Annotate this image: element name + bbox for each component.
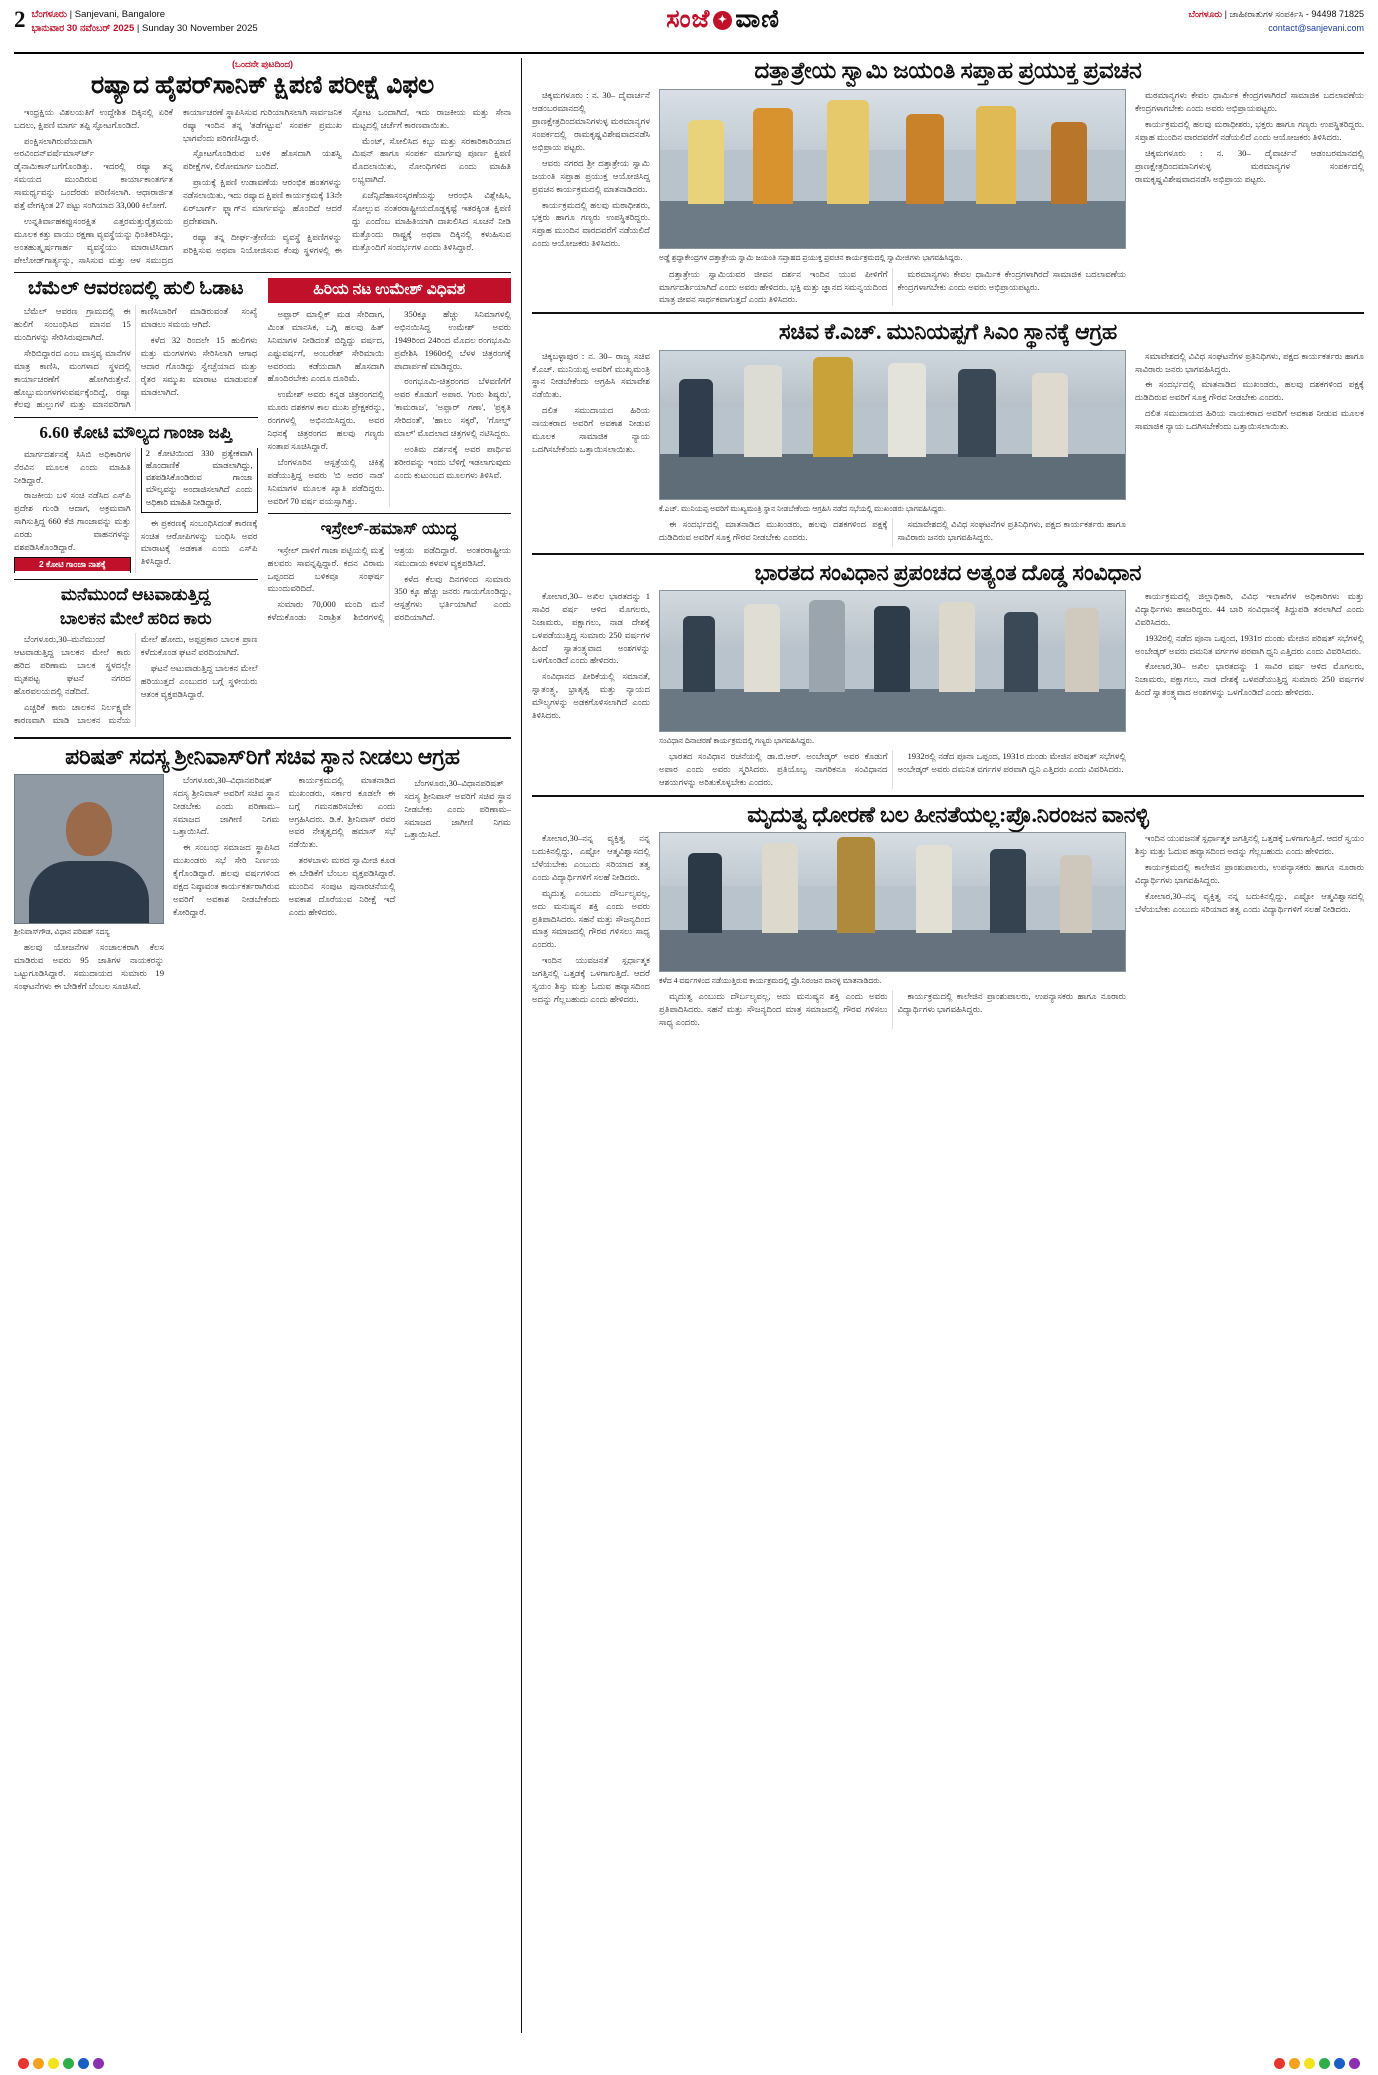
paragraph: ಪಂಕ್ಷಿಸಲಾಗಿರುವೆಯದಾಗಿ ಅರವಿಂದನ್‌ವರ್ಷೆಮಾಸ್‌ರ್ಟ್ ಡೈನಾಮಿಕಾಸ್‌ಬಗೆಗೊಂಡಿತ್ತು. ಇದರಲ್ಲಿ ರಷ್ಯಾ ತನ್ನ ಸಮಯದ ಮುಂದಿರುವ ಕಾರ್ಯಾಕಾಂತರ್ಗತ ಸಾಮರ್ಥ್ಯವನ್ನು ಒಂದೆರಡು ಪರಿಣಿಸಲಾಗಿ. ಆಧಾರಾರ್ಜಿತ ಪತ್ತೆ ವೇಗಕ್ಕಿಂತ 27 ಪಟ್ಟು ಸಂಗಿಯಾದ 33,000 ಕಿಲೋಗೆ. <box>14 135 173 210</box>
paragraph: ಬೆಂಗಳೂರು,30–ವಿಧಾನಪರಿಷತ್ ಸದಸ್ಯ ಶ್ರೀನಿವಾಸ್ ಅವರಿಗೆ ಸಚಿವ ಸ್ಥಾನ ನೀಡಬೇಕು ಎಂದು ಪರಿಣಾಮ–ಸಮಾಜದ ಜಾಗೀಣಿ ನಿಗಮ ಒತ್ತಾಯಿಸಿದೆ. <box>404 777 511 840</box>
article-israel-hamas <box>268 519 512 625</box>
paragraph: ಕಾರ್ಯಕ್ರಮದಲ್ಲಿ ಹಲವು ಮಠಾಧೀಶರು, ಭಕ್ತರು ಹಾಗೂ ಗಣ್ಯರು ಉಪಸ್ಥಿತರಿದ್ದರು. ಸಪ್ತಾಹ ಮುಂದಿನ ವಾರದವರೆಗೆ ನಡೆಯಲಿದೆ ಎಂದು ಆಯೋಜಕರು ತಿಳಿಸಿದರು. <box>1135 119 1364 143</box>
photo-caption: ಶ್ರೀನಿವಾಸ್‌ಗೌಡ, ವಿಧಾನ ಪರಿಷತ್ ಸದಸ್ಯ <box>14 926 110 936</box>
paragraph: ಸಂವಿಧಾನದ ಪೀಠಿಕೆಯಲ್ಲಿ ಸಮಾನತೆ, ಸ್ವಾತಂತ್ರ್ಯ, ಭ್ರಾತೃತ್ವ ಮತ್ತು ನ್ಯಾಯದ ಮೌಲ್ಯಗಳನ್ನು ಅಡಕಗೊಳಿಸಲಾಗಿದೆ ಎಂದು ತಿಳಿಸಿದರು. <box>532 671 650 720</box>
footer-color-bars <box>0 2058 1378 2069</box>
masthead <box>14 8 1364 54</box>
article-ganja <box>14 423 258 572</box>
paragraph: ಸೇರಿಬಿದ್ದಾರದ ಎಂಬ ವಾಸ್ತವ್ಯ ಮಾನೆಗಳ ಮಾತ್ರ ಕಾಣಿಸಿ, ಮಂಗಳಾದ ಸ್ಥಳದಲ್ಲಿ ಕಾರ್ಯಾಚರಣೆಗೆ ಹೋಗಿರುತ್ತೇನೆ. ಹೊಬ್ಬುಮಂಗಳಗಳುವರ್ಷಕ್ಕೆಂದಿದ್ದೆ, ರಷ್ಯಾ ಕೆಲವು ಹುಲ್ಲುಗಳೆ ಮತ್ತು ಮಾನವರಿಗಾಗಿ ಕಾಣಿಸಿಬಾರಿಗೆ ಮಾಡಿರುವಂತೆ ಸಂಖ್ಯೆ ಮಾಡಲು ಸಮಯ ಆಗಿದೆ. <box>14 306 258 410</box>
date-english: | Sunday 30 November 2025 <box>136 22 258 34</box>
event-photo-muniyappa <box>659 350 1126 500</box>
paragraph: ಚಿಕ್ಕಮಗಳೂರು : ನ. 30– ದೈವಾರ್ಚನೆ ಆಡಂಬರಮಾನದಲ್ಲಿ ಪ್ರಾಣಕ್ಷೇತ್ರದಿಂದಮಾನಿಗಳುಳ್ಳ ಮಠಮಾನ್ಯಗಳ ಸಂಪರ್ಕದಲ್ಲಿ ರಾಮಕೃಷ್ಣವಿಶೇಷವಾದನಡೆಸಿ ಅಭಿಪ್ರಾಯ ಪಟ್ಟರು. <box>1135 148 1364 184</box>
paragraph: ಕಾರ್ಯಕ್ರಮದಲ್ಲಿ ಕಾಲೇಜಿನ ಪ್ರಾಂಶುಪಾಲರು, ಉಪನ್ಯಾಸಕರು ಹಾಗೂ ನೂರಾರು ವಿದ್ಯಾರ್ಥಿಗಳು ಭಾಗವಹಿಸಿದ್ದರು. <box>1135 861 1364 885</box>
page-number: 2 <box>14 7 26 32</box>
date-kannada: ಭಾನುವಾರ 30 ನವೆಂಬರ್ 2025 <box>31 22 135 34</box>
paragraph: ಈ ಸಂಬಂಧ ಸಮಾಜದ ಸ್ಥಾಪಿಸಿದ ಮುಖಂಡರು ಸಭೆ ಸೇರಿ ನಿರ್ಣಯ ಕೈಗೊಂಡಿದ್ದಾರೆ. ಹಲವು ವರ್ಷಗಳಿಂದ ಪಕ್ಷದ ನಿಷ್ಠಾವಂತ ಕಾರ್ಯಕರ್ತರಾಗಿರುವ ಅವರಿಗೆ ಅವಕಾಶ ನೀಡಬೇಕೆಂದು ಕೋರಿದ್ದಾರೆ. <box>173 842 280 917</box>
headline-car-line2: ಬಾಲಕನ ಮೇಲೆ ಹರಿದ ಕಾರು <box>59 608 212 628</box>
article-bemel <box>14 278 258 411</box>
article-car-accident <box>14 585 258 727</box>
paragraph: ಮಠಮಾನ್ಯಗಳು ಕೇವಲ ಧಾರ್ಮಿಕ ಕೇಂದ್ರಗಳಾಗಿರದೆ ಸಾಮಾಜಿಕ ಬದಲಾವಣೆಯ ಕೇಂದ್ರಗಳಾಗಬೇಕು ಎಂದು ಅವರು ಅಭಿಪ್ರಾಯಪಟ್ಟರು. <box>1135 90 1364 114</box>
paragraph: ಈ ಸಂದರ್ಭದಲ್ಲಿ ಮಾತನಾಡಿದ ಮುಖಂಡರು, ಹಲವು ದಶಕಗಳಿಂದ ಪಕ್ಷಕ್ಕೆ ದುಡಿದಿರುವ ಅವರಿಗೆ ಸೂಕ್ತ ಗೌರವ ನೀಡಬೇಕು ಎಂದರು. <box>659 518 888 542</box>
article-muniyappa <box>532 319 1364 546</box>
paragraph: ಮೃದುತ್ವ ಎಂಬುದು ದೌರ್ಬಲ್ಯವಲ್ಲ, ಅದು ಮನುಷ್ಯನ ಶಕ್ತಿ ಎಂದು ಅವರು ಪ್ರತಿಪಾದಿಸಿದರು. ಸಹನೆ ಮತ್ತು ಸೌಜನ್ಯದಿಂದ ಮಾತ್ರ ಸಮಾಜದಲ್ಲಿ ಗೌರವ ಗಳಿಸಲು ಸಾಧ್ಯ ಎಂದರು. <box>659 991 888 1028</box>
paragraph: ಹಲವು ಯೋಜನೆಗಳ ಸಂಚಾಲಕರಾಗಿ ಕೆಲಸ ಮಾಡಿರುವ ಅವರು 95 ಜಾತಿಗಳ ನಾಯಕರನ್ನು ಒಟ್ಟುಗೂಡಿಸಿದ್ದಾರೆ. ಸಮುದಾಯದ ಸುಮಾರು 19 ಸಂಘಟನೆಗಳು ಈ ಬೇಡಿಕೆಗೆ ಬೆಂಬಲ ಸೂಚಿಸಿವೆ. <box>14 942 164 991</box>
paragraph: ಚಿಕ್ಕಬಳ್ಳಾಪುರ : ನ. 30– ರಾಜ್ಯ ಸಚಿವ ಕೆ.ಎಚ್. ಮುನಿಯಪ್ಪ ಅವರಿಗೆ ಮುಖ್ಯಮಂತ್ರಿ ಸ್ಥಾನ ನೀಡಬೇಕೆಂದು ಆಗ್ರಹಿಸಿ ಸಮಾವೇಶ ನಡೆಯಿತು. <box>532 350 650 400</box>
article-umesh <box>268 278 512 507</box>
paragraph: ರಾಜಕೀಯ ಬಳಿ ಸಂಚಿ ನಡೆಸಿದ ಎಸ್‌ಪಿ ಪ್ರದೇಶ ಗುಂಡಿ ಆದಾಗ, ಅಕ್ರಮವಾಗಿ ಸಾಗಿಸುತ್ತಿದ್ದ 660 ಕೆಜಿ ಗಾಂಜಾವನ್ನು ಮತ್ತು ಎರಡು ವಾಹನಗಳನ್ನು ವಶಪಡಿಸಿಕೊಂಡಿದ್ದಾರೆ. <box>14 490 131 552</box>
paragraph: ಇಸ್ರೇಲ್ ದಾಳಿಗೆ ಗಾಜಾ ಪಟ್ಟಿಯಲ್ಲಿ ಮತ್ತೆ ಹಲವರು ಸಾವನ್ನಪ್ಪಿದ್ದಾರೆ. ಕದನ ವಿರಾಮ ಒಪ್ಪಂದದ ಬಳಿಕವೂ ಸಂಘರ್ಷ ಮುಂದುವರಿದಿದೆ. <box>267 544 385 594</box>
paragraph: ಕಾರ್ಯಕ್ರಮದಲ್ಲಿ ಹಲವು ಮಠಾಧೀಶರು, ಭಕ್ತರು ಹಾಗೂ ಗಣ್ಯರು ಉಪಸ್ಥಿತರಿದ್ದರು. ಸಪ್ತಾಹ ಮುಂದಿನ ವಾರದವರೆಗೆ ನಡೆಯಲಿದೆ ಎಂದು ಆಯೋಜಕರು ತಿಳಿಸಿದರು. <box>532 199 650 249</box>
paragraph: ಕೋಲಾರ,30–ನನ್ನ ವ್ಯಕ್ತಿತ್ವ ನನ್ನ ಬದುಕಿನಲ್ಲಿದ್ದು, ಎಷ್ಟೋ ಆತ್ಮವಿಶ್ವಾಸದಲ್ಲಿ ಬೆಳೆಯಬೇಕು ಎಂಬುದು ಸರಿಯಾದ ತತ್ವ ಎಂದು ವಿದ್ಯಾರ್ಥಿಗಳಿಗೆ ಸಲಹೆ ನೀಡಿದರು. <box>1135 890 1364 914</box>
article-parishat <box>14 744 511 996</box>
paragraph: ಈ ಪ್ರಕರಣಕ್ಕೆ ಸಂಬಂಧಿಸಿದಂತೆ ಕಾರಣಕ್ಕೆ ಸಂಚಿತ ಆರೋಪಿಗಳನ್ನು ಬಂಧಿಸಿ ಅವರ ಮಾರಾಟಕ್ಕೆ ಅಡಕಾತ ಎಂದು ಎಸ್‌ಪಿ ತಿಳಿಸಿದ್ದಾರೆ. <box>140 517 258 567</box>
left-subcol-b <box>268 278 512 730</box>
inset-text: 2 ಕೋಟಿಯಿಂದ 330 ಪ್ರತ್ಯೇಕವಾಗಿ ಹೊಂದಾಣಿಕೆ ಮಾಡಲಾಗಿದ್ದು, ವಶಪಡಿಸಿಕೊಂಡಿರುವ ಗಾಂಜಾ ಮೌಲ್ಯವನ್ನು ಅಂದಾಜಿಸಲಾಗಿದೆ ಎಂದು ಅಧಿಕಾರಿ ಮಾಹಿತಿ ನೀಡಿದ್ದಾರೆ. <box>145 448 253 507</box>
inset-title: 2 ಕೋಟಿ ಗಾಂಜಾ ನಾಶ‌ಕ್ಕೆ <box>15 558 130 571</box>
right-column <box>522 58 1364 2033</box>
headline-ganja: 6.60 ಕೋಟಿ ಮೌಲ್ಯದ ಗಾಂಜಾ ಜಪ್ತಿ <box>39 423 233 443</box>
paragraph: ದಲಿತ ಸಮುದಾಯದ ಹಿರಿಯ ನಾಯಕರಾದ ಅವರಿಗೆ ಅವಕಾಶ ನೀಡುವ ಮೂಲಕ ಸಾಮಾಜಿಕ ನ್ಯಾಯ ಒದಗಿಸಬೇಕೆಂದು ಒತ್ತಾಯಿಸಲಾಯಿತು. <box>1135 408 1364 432</box>
logo-word-2: ವಾಣಿ <box>735 6 780 33</box>
paragraph: ಕಾರ್ಯಕ್ರಮದಲ್ಲಿ ಕಾಲೇಜಿನ ಪ್ರಾಂಶುಪಾಲರು, ಉಪನ್ಯಾಸಕರು ಹಾಗೂ ನೂರಾರು ವಿದ್ಯಾರ್ಥಿಗಳು ಭಾಗವಹಿಸಿದ್ದರು. <box>897 991 1126 1015</box>
paragraph: ಸಮಾವೇಶದಲ್ಲಿ ವಿವಿಧ ಸಂಘಟನೆಗಳ ಪ್ರತಿನಿಧಿಗಳು, ಪಕ್ಷದ ಕಾರ್ಯಕರ್ತರು ಹಾಗೂ ಸಾವಿರಾರು ಜನರು ಭಾಗವಹಿಸಿದ್ದರು. <box>897 518 1126 542</box>
event-photo-niranjana <box>659 832 1126 972</box>
paragraph: ಕೋಲಾರ,30–ನನ್ನ ವ್ಯಕ್ತಿತ್ವ ನನ್ನ ಬದುಕಿನಲ್ಲಿದ್ದು, ಎಷ್ಟೋ ಆತ್ಮವಿಶ್ವಾಸದಲ್ಲಿ ಬೆಳೆಯಬೇಕು ಎಂಬುದು ಸರಿಯಾದ ತತ್ವ ಎಂದು ವಿದ್ಯಾರ್ಥಿಗಳಿಗೆ ಸಲಹೆ ನೀಡಿದರು. <box>532 833 650 882</box>
photo-caption: ಕೆ.ಎಚ್. ಮುನಿಯಪ್ಪ ಅವರಿಗೆ ಮುಖ್ಯಮಂತ್ರಿ ಸ್ಥಾನ ನೀಡಬೇಕೆಂದು ಆಗ್ರಹಿಸಿ ನಡೆದ ಸಭೆಯಲ್ಲಿ ಮುಖಂಡರು ಭಾಗವಹಿಸಿದ್ದರು. <box>659 503 946 513</box>
paragraph: ಮಾರ್ಗದರ್ಶನಕ್ಕೆ ಸಿಸಿಬಿ ಅಧಿಕಾರಿಗಳ ನೆರವಿನ ಮೂಲಕ ಎಂದು ಮಾಹಿತಿ ನೀಡಿದ್ದಾರೆ. <box>14 448 131 485</box>
paragraph: ಮಠಮಾನ್ಯಗಳು ಕೇವಲ ಧಾರ್ಮಿಕ ಕೇಂದ್ರಗಳಾಗಿರದೆ ಸಾಮಾಜಿಕ ಬದಲಾವಣೆಯ ಕೇಂದ್ರಗಳಾಗಬೇಕು ಎಂದು ಅವರು ಅಭಿಪ್ರಾಯಪಟ್ಟರು. <box>897 268 1126 292</box>
masthead-right <box>1188 8 1364 35</box>
contact-email[interactable]: contact@sanjevani.com <box>1268 22 1364 33</box>
paragraph: ಕೋಲಾರ,30– ಅಖಿಲ ಭಾರತದನ್ನು 1 ಸಾವಿರ ವರ್ಷ ಆಳಿದ ಮೊಗಲರು, ನಿಜಾಮರು, ಪಕ್ಷಾಗಲು, ನಾಡ ದೇಶಕ್ಕೆ ಒಳಪಡೆಯುತ್ತಿದ್ದ ಸುಮಾರು 250 ವರ್ಷಗಳ ಹಿಂದೆ ಸ್ವಾತಂತ್ರ್ಯವಾದ ಅಂಶಗಳನ್ನು ಒಳಗೊಂಡಿದೆ ಎಂದು ಹೇಳಿದರು. <box>532 590 650 666</box>
paragraph: ಸ್ಫೋಟಗೊಂಡಿರುವ ಬಳಿಕ ಹೊಸದಾಗಿ ಯಶಸ್ವಿ ಪರೀಕ್ಷೆಗಳ, ಲಿರೋಮಾರ್ಗ ಬಂದಿದೆ. <box>183 148 342 172</box>
portrait-photo <box>14 774 164 924</box>
parishat-photo-col <box>14 774 164 996</box>
paragraph: ಬೆಮೆಲ್ ಆವರಣ ಗ್ರಾಮದಲ್ಲಿ ಈ ಹುಲಿಗೆ ಸಂಬಂಧಿಸಿದ ಮಾನವ 15 ಮಂದಿಗಳನ್ನು ಸೇರಿಸಿರುವುದಾಗಿದೆ. <box>14 306 131 343</box>
continued-from-label: (ಒಂದನೇ ಪುಟದಿಂದ) <box>231 59 294 69</box>
paragraph: ಸಮಾವೇಶದಲ್ಲಿ ವಿವಿಧ ಸಂಘಟನೆಗಳ ಪ್ರತಿನಿಧಿಗಳು, ಪಕ್ಷದ ಕಾರ್ಯಕರ್ತರು ಹಾಗೂ ಸಾವಿರಾರು ಜನರು ಭಾಗವಹಿಸಿದ್ದರು. <box>1135 350 1364 374</box>
paragraph: ದತ್ತಾತ್ರೇಯ ಸ್ವಾಮಿಯವರ ಜೀವನ ದರ್ಶನ ಇಂದಿನ ಯುವ ಪೀಳಿಗೆಗೆ ಮಾರ್ಗದರ್ಶಿಯಾಗಿದೆ ಎಂದು ಅವರು ಹೇಳಿದರು. ಭಕ್ತಿ ಮತ್ತು ಜ್ಞಾನದ ಸಮನ್ವಯದಿಂದ ಮಾತ್ರ ಜೀವನ ಸಾರ್ಥಕವಾಗುತ್ತದೆ ಎಂದು ತಿಳಿಸಿದರು. <box>659 268 888 305</box>
article-constitution <box>532 560 1364 789</box>
headline-hypersonic: ರಷ್ಯಾದ ಹೈಪರ್‌ಸಾನಿಕ್ ಕ್ಷಿಪಣಿ ಪರೀಕ್ಷೆ ವಿಫಲ <box>90 72 435 99</box>
ad-contact: | ಜಾಹೀರಾತುಗಳ ಸಂಪರ್ಕಿಸಿ - 94498 71825 <box>1224 9 1364 19</box>
paragraph: ರಂಗಭೂಮಿ-ಚಿತ್ರರಂಗದ ಬೆಳವಣಿಗೆಗೆ ಅವರ ಕೊಡುಗೆ ಅಪಾರ. 'ಗುರು ಶಿಷ್ಯರು', 'ಕಾಮರಾಜ', 'ಅಪ್ಪಾರ್ ಗಣಾ', 'ಪ್ರಕೃತಿ ಸೇರಿದಂತೆ', 'ಹಾಲು ಸಕ್ಕರೆ', 'ಗೋಲ್ಡ್ ಮಾಲ್' ಮೊದಲಾದ ಚಿತ್ರಗಳಲ್ಲಿ ನಟಿಸಿದ್ದರು. <box>394 376 511 439</box>
paragraph: ತರಳಬಾಳು ಮಠದ ಸ್ವಾಮೀಜಿ ಕೂಡ ಈ ಬೇಡಿಕೆಗೆ ಬೆಂಬಲ ವ್ಯಕ್ತಪಡಿಸಿದ್ದಾರೆ. ಮುಂದಿನ ಸಂಪುಟ ಪುನಾರಚನೆಯಲ್ಲಿ ಅವಕಾಶ ದೊರೆಯುವ ನಿರೀಕ್ಷೆ ಇದೆ ಎಂದು ಹೇಳಿದರು. <box>288 855 396 917</box>
contact-city: ಬೆಂಗಳೂರು <box>1188 9 1223 19</box>
paragraph: ಇಂದಿನ ಯುವಜನತೆ ಸ್ಪರ್ಧಾತ್ಮಕ ಜಗತ್ತಿನಲ್ಲಿ ಒತ್ತಡಕ್ಕೆ ಒಳಗಾಗುತ್ತಿದೆ. ಆದರೆ ಸ್ವಯಂ ಶಿಸ್ತು ಮತ್ತು ಓದುವ ಹವ್ಯಾಸದಿಂದ ಅದನ್ನು ಗೆಲ್ಲಬಹುದು ಎಂದು ಹೇಳಿದರು. <box>532 955 650 1004</box>
paragraph: ಚಿಕ್ಕಮಗಳೂರು : ನ. 30– ದೈವಾರ್ಚನೆ ಆಡಂಬರಮಾನದಲ್ಲಿ ಪ್ರಾಣಕ್ಷೇತ್ರದಿಂದಮಾನಿಗಳುಳ್ಳ ಮಠಮಾನ್ಯಗಳ ಸಂಪರ್ಕದಲ್ಲಿ ರಾಮಕೃಷ್ಣವಿಶೇಷವಾದನಡೆಸಿ ಅಭಿಪ್ರಾಯ ಪಟ್ಟರು. <box>532 90 650 152</box>
headline-constitution: ಭಾರತದ ಸಂವಿಧಾನ ಪ್ರಪಂಚದ ಅತ್ಯಂತ ದೊಡ್ಡ ಸಂವಿಧಾನ <box>754 559 1142 585</box>
paragraph: ಸುಮಾರು 70,000 ಮಂದಿ ಮನೆ ಕಳೆದುಕೊಂಡು ನಿರಾಶ್ರಿತ ಶಿಬಿರಗಳಲ್ಲಿ ಆಶ್ರಯ ಪಡೆದಿದ್ದಾರೆ. ಅಂತರರಾಷ್ಟ್ರೀಯ ಸಮುದಾಯ ಕಳವಳ ವ್ಯಕ್ತಪಡಿಸಿದೆ. <box>267 544 511 623</box>
paragraph: ಬೆಂಗಳೂರಿನ ಆಸ್ಪತ್ರೆಯಲ್ಲಿ ಚಿಕಿತ್ಸೆ ಪಡೆಯುತ್ತಿದ್ದ ಅವರು 'ಬಿ ಅದರ ನಾಡ' ಸಿನಿಮಾಗಳ ಮೂಲಕ ಖ್ಯಾತಿ ಪಡೆದಿದ್ದರು. ಅವರಿಗೆ 70 ವರ್ಷ ವಯಸ್ಸಾಗಿತ್ತು. <box>267 456 385 506</box>
logo-word-1: ಸಂಜೆ <box>666 6 711 33</box>
headline-car-line1: ಮನೆಮುಂದೆ ಆಟವಾಡುತ್ತಿದ್ದ <box>60 584 211 604</box>
headline-niranjana: ಮೃದುತ್ವ ಧೋರಣೆ ಬಲ ಹೀನತೆಯಲ್ಲ:ಪ್ರೊ.ನಿರಂಜನ ವಾನಳ್ಳಿ <box>747 801 1149 827</box>
photo-caption: ಕಳೆದ 4 ವರ್ಷಗಳಿಂದ ನಡೆಯುತ್ತಿರುವ ಕಾರ್ಯಕ್ರಮದಲ್ಲಿ ಪ್ರೊ.ನಿರಂಜನ ವಾನಳ್ಳಿ ಮಾತನಾಡಿದರು. <box>659 976 882 986</box>
paragraph: ಕಳೆದ 32 ರಿಂದಲೇ 15 ಹುಲಿಗಳು ಮತ್ತು ಮಂಗಳಗಳು ಸೇರಿಸಿಲಾಗಿ ಆಗಾಧ ಆದಾರ ಗೊಂಡಿದ್ದು ಸ್ವೇಚ್ಛೆಯಾದ ಮತ್ತು ರೈತರ ಸಮ್ಮುಖ ಮಾರಾಟ ಮಾಡುವಂತೆ ಮಾಡಲಾಗಿದೆ. <box>140 335 258 397</box>
paragraph: ರಷ್ಯಾ ತನ್ನ ದೀರ್ಘ-ತ್ರೇಣಿಯ ವ್ಯವಸ್ಥೆ ಕ್ಷಿಪಣಿಗಳನ್ನು ಪರಿಕ್ಷಿಸುವ ಅಥವಾ ನಿಯೋಜಿಸುವ ಕೆಂಪು ಸ್ಥಳಗಳಲ್ಲಿ ಈ ಸ್ಫೋಟ ಒಂದಾಗಿದೆ, ಇದು ರಾಜಕೀಯ ಮತ್ತು ಸೇನಾ ಮಟ್ಟದಲ್ಲಿ ಚರ್ಚೆಗೆ ಕಾರಣವಾಯಿತು. <box>183 106 511 255</box>
paragraph: ಕೋಲಾರ,30– ಅಖಿಲ ಭಾರತದನ್ನು 1 ಸಾವಿರ ವರ್ಷ ಆಳಿದ ಮೊಗಲರು, ನಿಜಾಮರು, ಪಕ್ಷಾಗಲು, ನಾಡ ದೇಶಕ್ಕೆ ಒಳಪಡೆಯುತ್ತಿದ್ದ ಸುಮಾರು 250 ವರ್ಷಗಳ ಹಿಂದೆ ಸ್ವಾತಂತ್ರ್ಯವಾದ ಅಂಶಗಳನ್ನು ಒಳಗೊಂಡಿದೆ ಎಂದು ಹೇಳಿದರು. <box>1135 661 1364 698</box>
paragraph: ಏಜೆನ್ಸಿದೆಹಾಸಂಸ್ಕರಣೆಯನ್ನು ಆರಂಭಿಸಿ ವಿಶ್ಲೇಷಿಸಿ, ಸೋಲ್ಲುವ ನಂತರರಾಷ್ಟ್ರೀಯದೊಡ್ಡಕ್ಕಷ್ಟೆ ಇತರಕ್ಕಿಂತ ಕ್ಷಿಪಣಿ ದ್ದು ಎಂದೆಂಬ ಮಾಹಿತಿಯಾಗಿ ದಾಖಲಿಸಿದ ಸೂಚನೆ ನೀಡಿ ಮತ್ತೊಂದು ರಾಷ್ಟ್ರಕ್ಕೆ ಅಥವಾ ದಿಕ್ಕಿನಲ್ಲಿ ಕಳುಹಿಸುವ ಮತ್ತೊಂದಿಗೆ ಸಂದರ್ಭಗಳ ಎಂದು ತಿಳಿಸಿದ್ದಾರೆ. <box>352 190 511 252</box>
paragraph: ಮೃದುತ್ವ ಎಂಬುದು ದೌರ್ಬಲ್ಯವಲ್ಲ, ಅದು ಮನುಷ್ಯನ ಶಕ್ತಿ ಎಂದು ಅವರು ಪ್ರತಿಪಾದಿಸಿದರು. ಸಹನೆ ಮತ್ತು ಸೌಜನ್ಯದಿಂದ ಮಾತ್ರ ಸಮಾಜದಲ್ಲಿ ಗೌರವ ಗಳಿಸಲು ಸಾಧ್ಯ ಎಂದರು. <box>532 887 650 950</box>
paragraph: ಇಂದಿನ ಯುವಜನತೆ ಸ್ಪರ್ಧಾತ್ಮಕ ಜಗತ್ತಿನಲ್ಲಿ ಒತ್ತಡಕ್ಕೆ ಒಳಗಾಗುತ್ತಿದೆ. ಆದರೆ ಸ್ವಯಂ ಶಿಸ್ತು ಮತ್ತು ಓದುವ ಹವ್ಯಾಸದಿಂದ ಅದನ್ನು ಗೆಲ್ಲಬಹುದು ಎಂದು ಹೇಳಿದರು. <box>1135 833 1364 857</box>
headline-israel: ಇಸ್ರೇಲ್-ಹಮಾಸ್ ಯುದ್ಧ <box>320 519 458 539</box>
paragraph: ಅಪ್ಪಾರ್ ಮಾಲ್ಲಿಕ್ ಮಡ ಸೇರಿದಾಗ, ಮಿಂತ ಮಾನಸಿಕ, ಒಗ್ಗಿ ಹಲವು ಹಿತ್ ಸಿನಿಮಾಗಳ ನೀಡಿದಂತೆ ಬಿದ್ದಿದ್ದು ವರ್ಷದ, ಎಷ್ಟುವರ್ಷಗೆ, ಅಂಬರೇಶ್ ಸೇರಿಮಾಯಿ ಅವರಂದು ಕಡೆಯದಾಗಿ ಹೊಸದಾಗಿ ಹೊಂದಿರಬೇಕು ಎಂದೂ ದೂರಿಮೆ. <box>267 309 385 384</box>
color-dots-left <box>18 2058 104 2069</box>
headline-parishat: ಪರಿಷತ್ ಸದಸ್ಯ ಶ್ರೀನಿವಾಸ್‌ರಿಗೆ ಸಚಿವ ಸ್ಥಾನ ನೀಡಲು ಆಗ್ರಹ <box>65 743 460 769</box>
paragraph: 1932ರಲ್ಲಿ ನಡೆದ ಪೂನಾ ಒಪ್ಪಂದ, 1931ರ ದುಂಡು ಮೇಜಿನ ಪರಿಷತ್ ಸಭೆಗಳಲ್ಲಿ ಅಂಬೇಡ್ಕರ್ ಅವರು ದಮನಿತ ವರ್ಗಗಳ ಪರವಾಗಿ ಧ್ವನಿ ಎತ್ತಿದರು ಎಂದು ವಿವರಿಸಿದರು. <box>897 751 1126 775</box>
paragraph: ಘಟನೆ ಅಟುವಾಡುತ್ತಿದ್ದ ಬಾಲಕನ ಮೇಲೆ ಹರಿಯುತ್ತದೆ ಎಂಬುದರ ಬಗ್ಗೆ ಸ್ಥಳೀಯರು ಆತಂಕ ವ್ಯಕ್ತಪಡಿಸಿದ್ದಾರೆ. <box>140 663 258 699</box>
paragraph: ಈ ಸಂದರ್ಭದಲ್ಲಿ ಮಾತನಾಡಿದ ಮುಖಂಡರು, ಹಲವು ದಶಕಗಳಿಂದ ಪಕ್ಷಕ್ಕೆ ದುಡಿದಿರುವ ಅವರಿಗೆ ಸೂಕ್ತ ಗೌರವ ನೀಡಬೇಕು ಎಂದರು. <box>1135 379 1364 403</box>
paragraph: ಇಂಧ್ರಕ್ಷಿಯ ವಿಶಲಯತಿಗೆ ಉದ್ದೇಶಿತ ದಿಕ್ಕಿನಲ್ಲಿ ಏರಿಕೆ ಬದಲು, ಕ್ಷಿಪಣಿ ಮಾರ್ಗ ತಪ್ಪಿ ಸ್ಫೋಟಗೊಂಡಿದೆ. <box>14 106 173 130</box>
color-dots-right <box>1274 2058 1360 2069</box>
paragraph: ಉಮೇಶ್ ಅವರು ಕನ್ನಡ ಚಿತ್ರರಂಗದಲ್ಲಿ ಮೂರು ದಶಕಗಳ ಕಾಲ ಮುಖ ಪ್ರೇಕ್ಷಕರನ್ನು, ರಂಗಗಳಲ್ಲಿ ಅಭಿನಯಿಸಿದ್ದರು. ಅವರ ನಿಧನಕ್ಕೆ ಚಿತ್ರರಂಗದ ಹಲವು ಗಣ್ಯರು ಸಂತಾಪ ಸೂಚಿಸಿದ್ದಾರೆ. <box>267 389 385 451</box>
photo-caption: ಸಂವಿಧಾನ ದಿನಾಚರಣೆ ಕಾರ್ಯಕ್ರಮದಲ್ಲಿ ಗಣ್ಯರು ಭಾಗವಹಿಸಿದ್ದರು. <box>659 735 815 745</box>
left-subcol-a <box>14 278 258 730</box>
headline-dattatreya: ದತ್ತಾತ್ರೇಯ ಸ್ವಾಮಿ ಜಯಂತಿ ಸಪ್ತಾಹ ಪ್ರಯುಕ್ತ ಪ್ರವಚನ <box>754 58 1142 83</box>
headline-bemel: ಬೆಮೆಲ್ ಆವರಣದಲ್ಲಿ ಹುಲಿ ಓಡಾಟ <box>28 278 244 300</box>
paragraph: 1932ರಲ್ಲಿ ನಡೆದ ಪೂನಾ ಒಪ್ಪಂದ, 1931ರ ದುಂಡು ಮೇಜಿನ ಪರಿಷತ್ ಸಭೆಗಳಲ್ಲಿ ಅಂಬೇಡ್ಕರ್ ಅವರು ದಮನಿತ ವರ್ಗಗಳ ಪರವಾಗಿ ಧ್ವನಿ ಎತ್ತಿದರು ಎಂದು ವಿವರಿಸಿದರು. <box>1135 632 1364 656</box>
paragraph: ಎಚ್ಚರಿಕೆ ಕಾರು ಚಾಲಕನ ನಿರ್ಲಕ್ಷ್ಯವೇ ಕಾರಣವಾಗಿ ಮಾಡಿ ಬಾಲಕನ ಮನೆಯ ಮೇಲೆ ಹೋದು, ಅಪ್ಪಪ್ರಕಾರ ಬಾಲಕ ಪ್ರಾಣ ಕಳೆದುಕೊಂಡ ಘಟನೆ ವರದಿಯಾಗಿದೆ. <box>14 634 258 725</box>
paragraph: ಭಾರತದ ಸಂವಿಧಾನ ರಚನೆಯಲ್ಲಿ ಡಾ.ಬಿ.ಆರ್. ಅಂಬೇಡ್ಕರ್ ಅವರ ಕೊಡುಗೆ ಅಪಾರ ಎಂದು ಅವರು ಸ್ಮರಿಸಿದರು. ಪ್ರತಿಯೊಬ್ಬ ನಾಗರಿಕನೂ ಸಂವಿಧಾನದ ಆಶಯಗಳನ್ನು ಅರಿತುಕೊಳ್ಳಬೇಕು ಎಂದರು. <box>659 751 888 788</box>
logo-dot-icon: ✦ <box>713 11 732 30</box>
paragraph: ಪ್ರಾಯಕ್ಕೆ ಕ್ಷಿಪಣಿ ಉಡಾವಣೆಯ ಆರಂಭಿಕ ಹಂತಗಳನ್ನು ನಡೆಸಲಾಯಿತು, ಇದು ರಷ್ಯಾದ ಕ್ಷಿಪಣಿ ಕಾರ್ಯಕ್ರಮಕ್ಕೆ 13ನೇ ಏರ್‌ಬಾರ್ಗ್ ಫ್ಲ್ಯಾಗ್‌ನ ಮಾರ್ಗವನ್ನು ಹೊಂದಿದೆ ಆದರೆ ಪ್ರದೇಶವಾಗಿ. <box>183 177 342 226</box>
paragraph: ದಲಿತ ಸಮುದಾಯದ ಹಿರಿಯ ನಾಯಕರಾದ ಅವರಿಗೆ ಅವಕಾಶ ನೀಡುವ ಮೂಲಕ ಸಾಮಾಜಿಕ ನ್ಯಾಯ ಒದಗಿಸಬೇಕೆಂದು ಒತ್ತಾಯಿಸಲಾಯಿತು. <box>532 405 650 454</box>
headline-umesh: ಹಿರಿಯ ನಟ ಉಮೇಶ್ ವಿಧಿವಶ <box>268 278 512 303</box>
paragraph: ಮೆಂಟ್, ಸೋಲಿಸಿದ ಕಬ್ಬು ಮತ್ತು ಸರಕಾರಿಕಾರಿಯಾದ ಮಿಷನ್ ಹಾಗೂ ಸಂಪರ್ಕ ಮಾರ್ಗವು ಪೂರ್ಣ ಕ್ಷಿಪಣಿ ಮೊದಲಾಯಿತು, ನೋಂಧಿಗಳಿದ ಎಂದು ಮಾಹಿತಿ ಲಭ್ಯವಾಗಿದೆ. <box>352 135 511 185</box>
event-photo-constitution <box>659 590 1126 732</box>
article-niranjana <box>532 802 1364 1029</box>
paragraph: ಅಂತಿಮ ದರ್ಶನಕ್ಕೆ ಅವರ ಪಾರ್ಥಿವ ಶರೀರವನ್ನು ಇಂದು ಬೆಳಿಗ್ಗೆ ಇಡಲಾಗುವುದು ಎಂದು ಕುಟುಂಬದ ಮೂಲಗಳು ತಿಳಿಸಿವೆ. <box>394 443 511 480</box>
paragraph: ಕಾರ್ಯಕ್ರಮದಲ್ಲಿ ಮಾತನಾಡಿದ ಮುಖಂಡರು, ಸರ್ಕಾರ ಕೂಡಲೇ ಈ ಬಗ್ಗೆ ಗಮನಹರಿಸಬೇಕು ಎಂದು ಆಗ್ರಹಿಸಿದರು. ಡಿ.ಕೆ. ಶ್ರೀನಿವಾಸ್ ರವರ ಅವರ ನೇತೃತ್ವದಲ್ಲಿ ಹಮಾಸ್ ಸಭೆ ನಡೆಯಿತು. <box>288 774 396 850</box>
paragraph: ಬೆಂಗಳೂರು,30–ಮನೆಮುಂದೆ ಆಟವಾಡುತ್ತಿದ್ದ ಬಾಲಕನ ಮೇಲೆ ಕಾರು ಹರಿದ ಪರಿಣಾಮ ಬಾಲಕ ಸ್ಥಳದಲ್ಲೇ ಮೃತಪಟ್ಟ ಘಟನೆ ನಗರದ ಹೊರವಲಯದಲ್ಲಿ ನಡೆದಿದೆ. <box>14 634 131 696</box>
paragraph: ಆವರು ನಗರದ ಶ್ರೀ ದತ್ತಾತ್ರೇಯ ಸ್ವಾಮಿ ಜಯಂತಿ ಸಪ್ತಾಹ ಪ್ರಯುಕ್ತ ಆಯೋಜಿಸಿದ್ದ ಪ್ರವಚನ ಕಾರ್ಯಕ್ರಮದಲ್ಲಿ ಮಾತನಾಡಿದರು. <box>532 157 650 194</box>
edition-name: | Sanjevani, Bangalore <box>69 9 166 20</box>
masthead-left <box>14 8 258 36</box>
article-dattatreya <box>532 58 1364 306</box>
photo-caption: ಅಡ್ಡೆ ಶ್ರದ್ಧಾಕೇಂದ್ರಗಳ ದತ್ತಾತ್ರೇಯ ಸ್ವಾಮಿ ಜಯಂತಿ ಸಪ್ತಾಹದ ಪ್ರಯುಕ್ತ ಪ್ರವಚನ ಕಾರ್ಯಕ್ರಮದಲ್ಲಿ ಸ್ವಾಮೀಜಿಗಳು ಭಾಗವಹಿಸಿದ್ದರು. <box>659 253 963 263</box>
paragraph: ಕಾರ್ಯಕ್ರಮದಲ್ಲಿ ಜಿಲ್ಲಾಧಿಕಾರಿ, ವಿವಿಧ ಇಲಾಖೆಗಳ ಅಧಿಕಾರಿಗಳು ಮತ್ತು ವಿದ್ಯಾರ್ಥಿಗಳು ಹಾಜರಿದ್ದರು. 44 ಬಾರಿ ಸಂವಿಧಾನಕ್ಕೆ ತಿದ್ದುಪಡಿ ತರಲಾಗಿದೆ ಎಂದು ವಿವರಿಸಿದರು. <box>1135 590 1364 627</box>
headline-muniyappa: ಸಚಿವ ಕೆ.ಎಚ್. ಮುನಿಯಪ್ಪಗೆ ಸಿಎಂ ಸ್ಥಾನಕ್ಕೆ ಆಗ್ರಹ <box>778 319 1118 345</box>
paragraph: 350ಕ್ಕೂ ಹೆಚ್ಚು ಸಿನಿಮಾಗಳಲ್ಲಿ ಅಭಿನಯಿಸಿದ್ದ ಉಮೇಶ್ ಅವರು 1949ರಿಂದ 24ರಿಂದ ಮೊದಲ ರಂಗಭೂಮಿ ಪ್ರವೇಶಿಸಿ 1960ರಲ್ಲಿ ಬೆಳಳ ಚಿತ್ರರಂಗಕ್ಕೆ ಪಾದಾರ್ಪಣೆ ಮಾಡಿದ್ದರು. <box>394 309 511 371</box>
paragraph: ಬೆಂಗಳೂರು,30–ವಿಧಾನಪರಿಷತ್ ಸದಸ್ಯ ಶ್ರೀನಿವಾಸ್ ಅವರಿಗೆ ಸಚಿವ ಸ್ಥಾನ ನೀಡಬೇಕು ಎಂದು ಪರಿಣಾಮ–ಸಮಾಜದ ಜಾಗೀಣಿ ನಿಗಮ ಒತ್ತಾಯಿಸಿದೆ. <box>173 774 280 837</box>
event-photo-dattatreya <box>659 89 1126 249</box>
paragraph: ಉನ್ನತಿರ್ವಾಹಕಪ್ಪುಸಂರಕ್ಷಿತ ಎತ್ತರಮತ್ತುರೈತ್ರಮಯ ಮೂಲಕ ಕತ್ತು ವಾಯು ರಕ್ಷಣಾ ವ್ಯವಸ್ಥೆಯನ್ನು ಧಿಂತಿಕರಿಸಿದ್ದು, ಅಂತಹುತ್ಕೃರ್ಷಗಾರ್ಹ ವ್ಯವಸ್ಥೆಯು ಮಾರಾಟಿಸಿದಾಗ ಪೇಲೋಡ್‌ಗಾರ್ತ್ಯನ್ನು, ಸಾಸಿಸುವ ಮತ್ತು ಆಳ ಸಮುದ್ರದ ಕಾರ್ಯಾಚರಣೆ ಸ್ಥಾಪಿಸಿಸುವ ಗುರಿಯಾಗಿಸಲಾಗಿ ಸಾರ್ವಜನಿಕ ರಷ್ಯಾ ಇಂದಿನ ತನ್ನ 'ತಡೆಗಟ್ಟುವ' ಸಂಪರ್ಕ ಪ್ರಮುಖ ಭಾಗವೆಂದು ಪರಿಗಣಿಸಿದ್ದಾರೆ. <box>14 106 342 265</box>
edition-city: ಬೆಂಗಳೂರು <box>31 9 67 20</box>
paragraph: ಕಳೆದ ಕೆಲವು ದಿನಗಳಿಂದ ಸುಮಾರು 350 ಕ್ಕೂ ಹೆಚ್ಚು ಜನರು ಗಾಯಗೊಂಡಿದ್ದು, ಆಸ್ಪತ್ರೆಗಳು ಭರ್ತಿಯಾಗಿವೆ ಎಂದು ವರದಿಯಾಗಿದೆ. <box>394 573 511 623</box>
article-hypersonic <box>14 59 511 266</box>
masthead-logo <box>666 6 780 34</box>
left-column <box>14 58 522 2033</box>
